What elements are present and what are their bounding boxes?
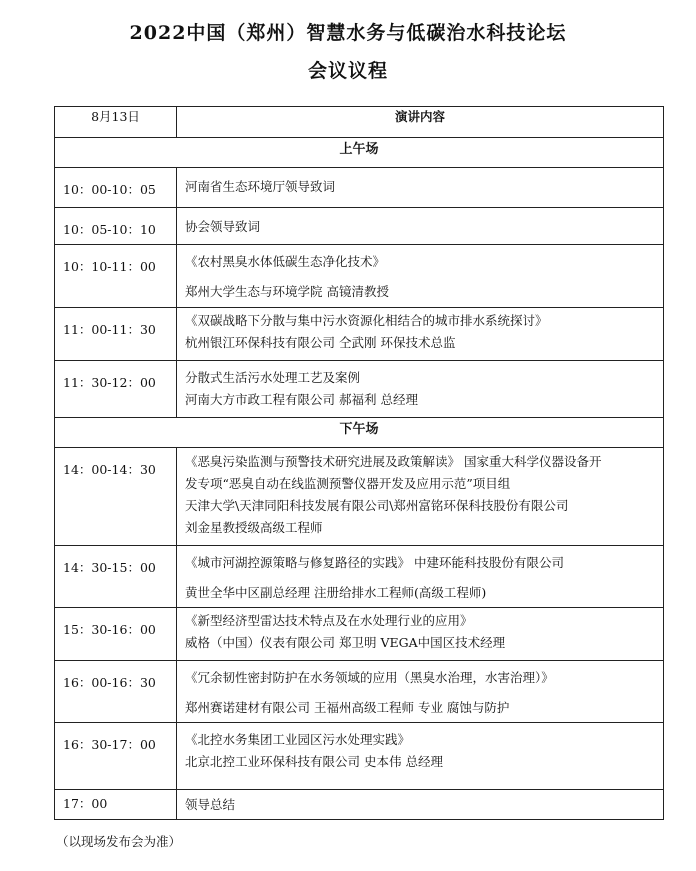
agenda-content [177,245,664,308]
content-line: 郑州大学生态与环境学院 高镜清教授 [185,284,389,299]
content-line: 《恶臭污染监测与预警技术研究进展及政策解读》 国家重大科学仪器设备开 [185,454,602,469]
agenda-time: 11：30-12：00 [55,361,177,418]
agenda-row [55,723,664,790]
content-line: 黄世全华中区副总经理 注册给排水工程师(高级工程师) [185,585,487,600]
agenda-time: 10：00-10：05 [55,168,177,208]
agenda-row [55,546,664,608]
agenda-time: 17：00 [55,790,177,820]
agenda-content [177,168,664,208]
session-label-morning: 上午场 [55,138,664,168]
agenda-row [55,661,664,723]
agenda-row [55,448,664,546]
content-line: 《冗余韧性密封防护在水务领域的应用（黑臭水治理，水害治理）》 [185,670,554,685]
content-line: 分散式生活污水处理工艺及案例 [185,370,361,385]
content-line: 威格（中国）仪表有限公司 郑卫明 VEGA中国区技术经理 [185,635,506,650]
agenda-row [55,608,664,661]
agenda-time: 14：30-15：00 [55,546,177,608]
agenda-content [177,608,664,661]
table-header-row [55,107,664,138]
agenda-content [177,790,664,820]
agenda-row [55,308,664,361]
content-line: 《北控水务集团工业园区污水处理实践》 [185,732,411,747]
agenda-content [177,723,664,790]
content-line: 《城市河湖控源策略与修复路径的实践》 中建环能科技股份有限公司 [185,555,564,570]
content-line: 协会领导致词 [185,219,261,234]
agenda-content [177,308,664,361]
agenda-row [55,168,664,208]
agenda-row [55,208,664,245]
content-line: 《双碳战略下分散与集中污水资源化相结合的城市排水系统探讨》 [185,313,548,328]
content-line: 发专项“恶臭自动在线监测预警仪器开发及应用示范”项目组 [185,476,511,491]
agenda-time: 16：00-16：30 [55,661,177,723]
content-line: 郑州赛诺建材有限公司 王福州高级工程师 专业 腐蚀与防护 [185,700,510,715]
agenda-row [55,245,664,308]
session-label-afternoon: 下午场 [55,418,664,448]
agenda-time: 10：10-11：00 [55,245,177,308]
agenda-table [54,106,664,820]
header-date: 8月13日 [55,107,177,138]
content-line: 河南省生态环境厅领导致词 [185,179,336,194]
agenda-time: 11：00-11：30 [55,308,177,361]
content-line: 刘金星教授级高级工程师 [185,520,323,535]
agenda-time: 10：05-10：10 [55,208,177,245]
content-line: 《新型经济型雷达技术特点及在水处理行业的应用》 [185,613,473,628]
agenda-content [177,661,664,723]
content-line: 领导总结 [185,797,236,812]
content-line: 《农村黑臭水体低碳生态净化技术》 [185,254,386,269]
session-row-morning [55,138,664,168]
content-line: 天津大学\天津同阳科技发展有限公司\郑州富铭环保科技股份有限公司 [185,498,569,513]
agenda-time: 14：00-14：30 [55,448,177,546]
content-line: 河南大方市政工程有限公司 郝福利 总经理 [185,392,418,407]
header-content: 演讲内容 [177,107,664,138]
content-line: 北京北控工业环保科技有限公司 史本伟 总经理 [185,754,443,769]
agenda-row [55,361,664,418]
session-row-afternoon [55,418,664,448]
content-line: 杭州银江环保科技有限公司 仝武刚 环保技术总监 [185,335,456,350]
agenda-content [177,448,664,546]
agenda-content [177,546,664,608]
agenda-time: 15：30-16：00 [55,608,177,661]
page-title: 2022中国（郑州）智慧水务与低碳治水科技论坛 [129,22,567,44]
agenda-time: 16：30-17：00 [55,723,177,790]
page-subtitle: 会议议程 [307,60,388,82]
agenda-row [55,790,664,820]
agenda-content [177,361,664,418]
footnote: （以现场发布会为准） [56,834,182,849]
agenda-content [177,208,664,245]
